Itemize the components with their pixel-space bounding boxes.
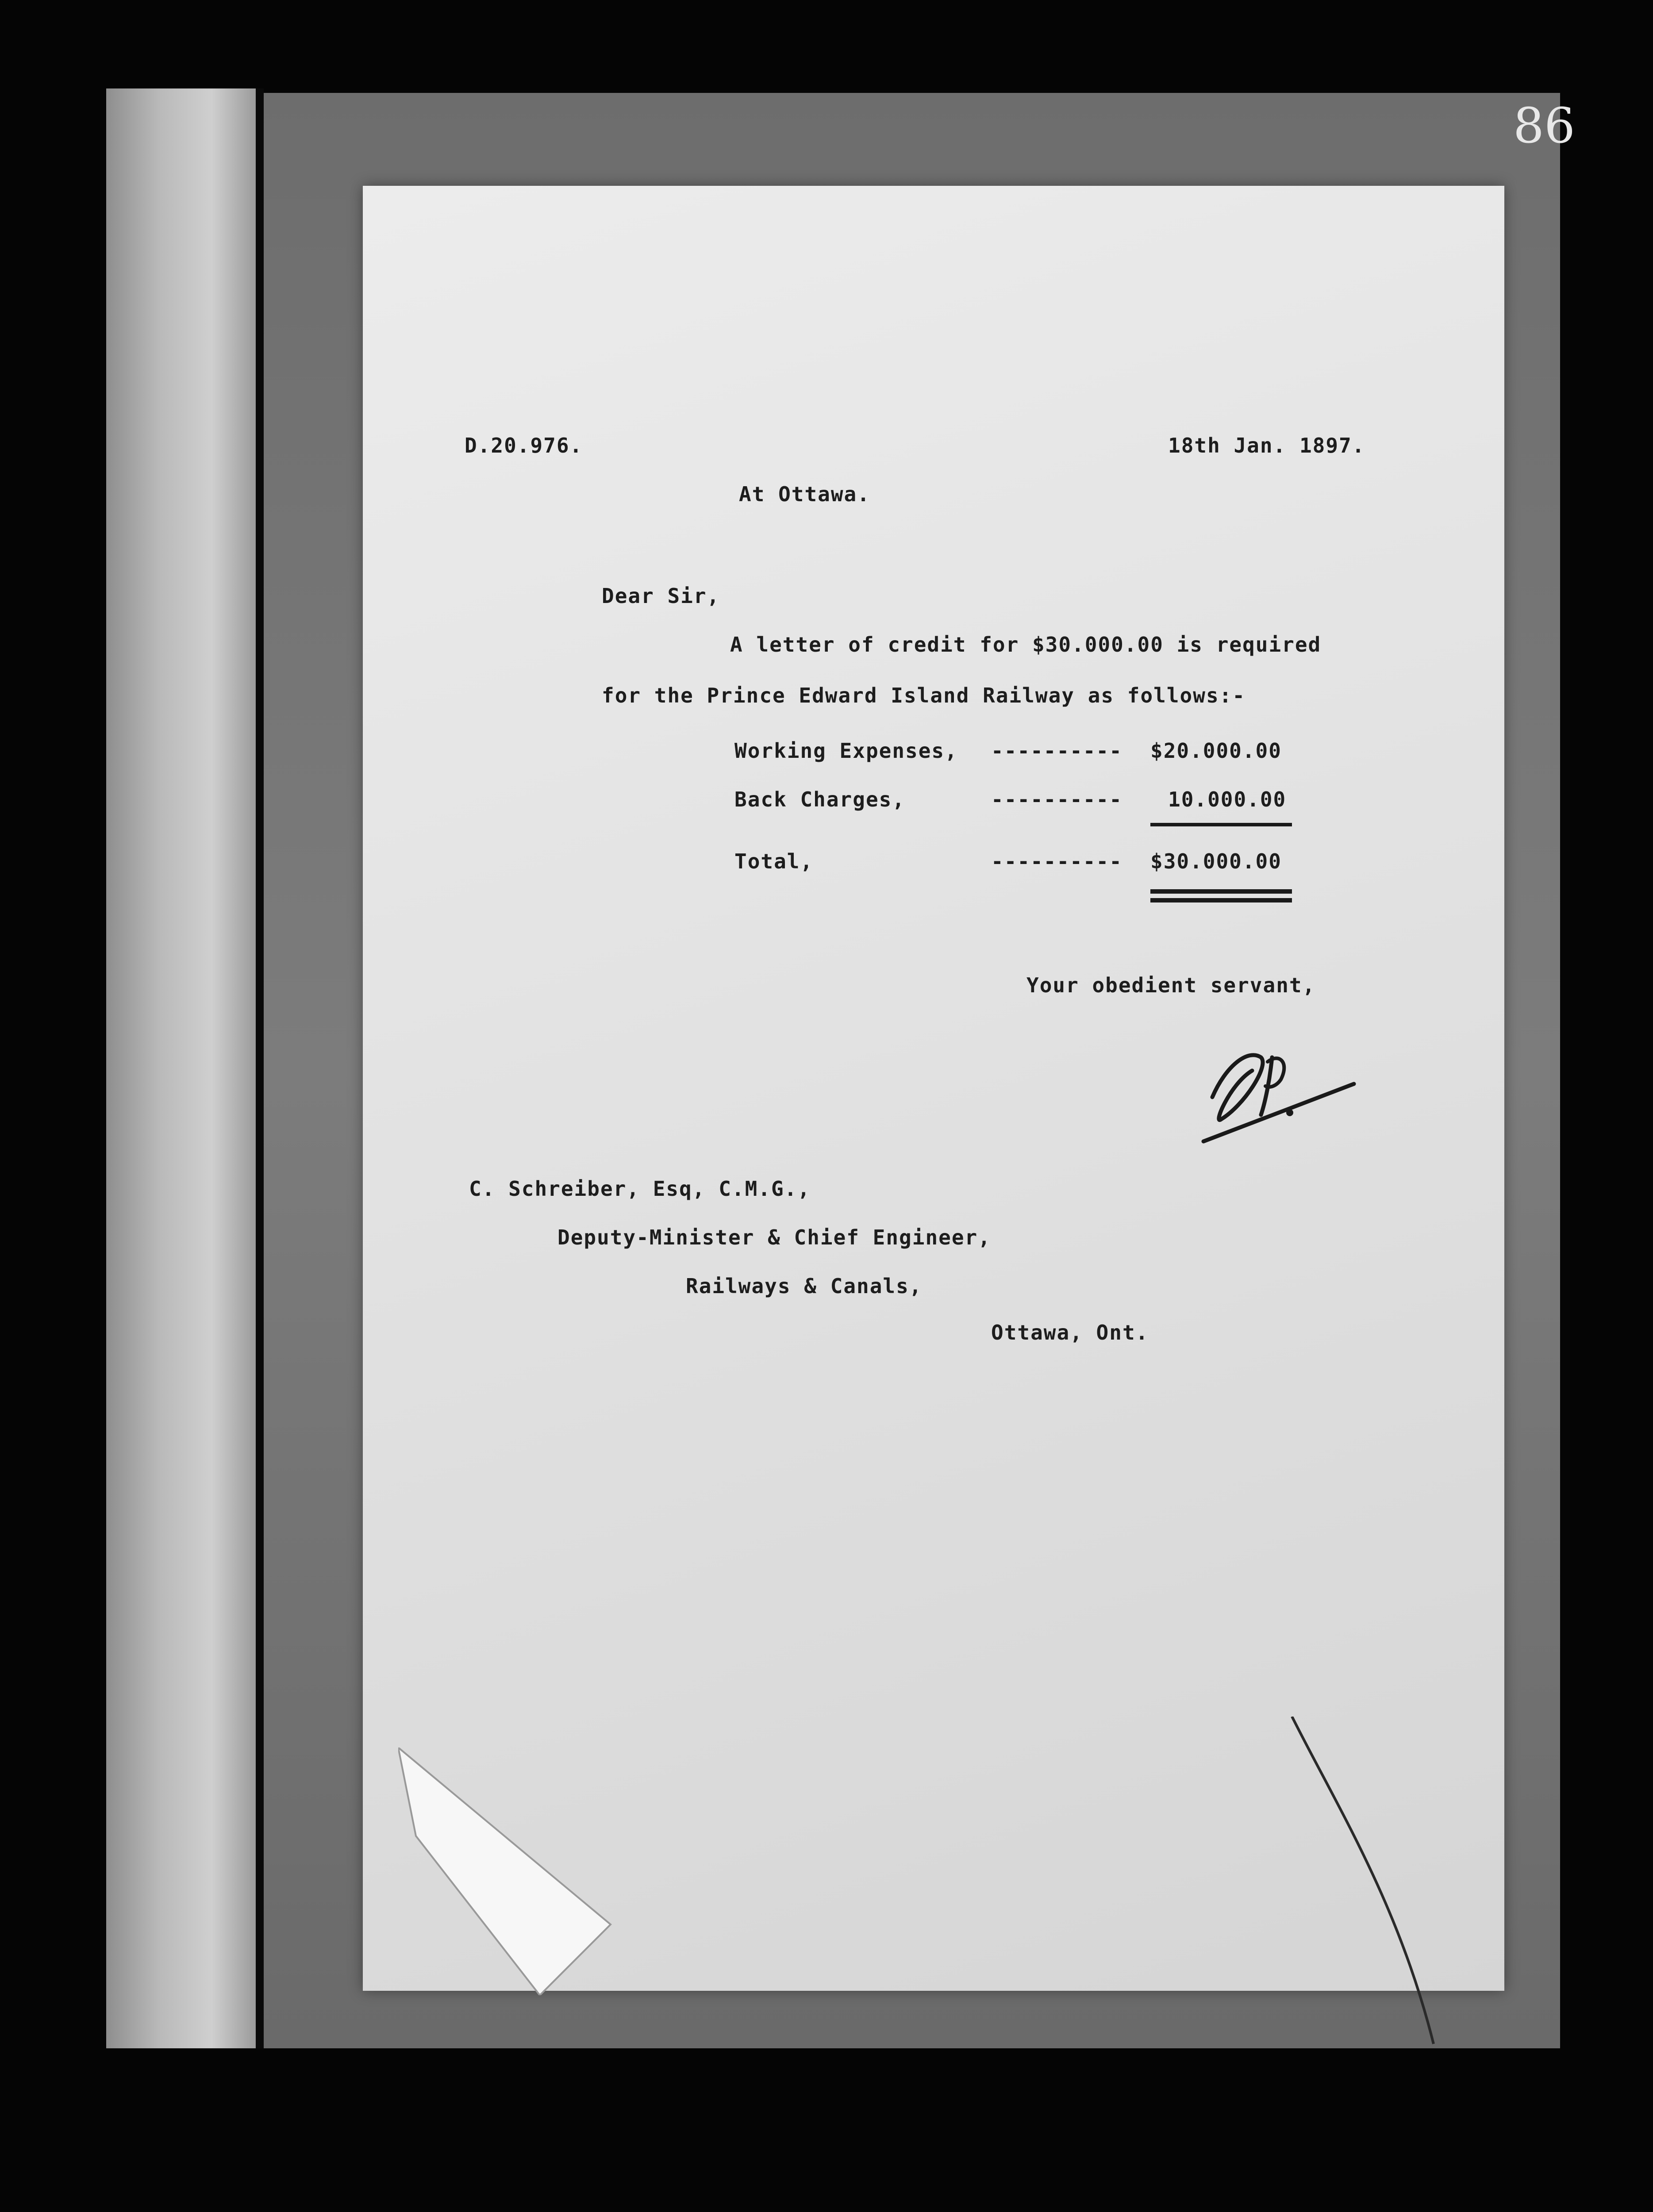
page-edge-crease [1283,1717,1460,2048]
addressee-city: Ottawa, Ont. [991,1321,1149,1344]
binder-left-edge [106,88,257,2048]
body-line-2: for the Prince Edward Island Railway as follows:- [602,684,1246,707]
addressee-name: C. Schreiber, Esq, C.M.G., [469,1177,811,1201]
letter-date: 18th Jan. 1897. [1168,434,1365,457]
item-dashes: ---------- [991,787,1123,811]
total-double-rule-bottom [1150,898,1292,902]
letter-place: At Ottawa. [739,482,870,506]
item-amount: $20.000.00 [1150,739,1282,763]
signature [1195,1031,1363,1146]
binder-spine [256,88,264,2048]
letter-reference: D.20.976. [465,434,583,457]
item-label: Back Charges, [734,787,906,811]
item-amount: 10.000.00 [1168,787,1287,811]
closing: Your obedient servant, [1026,973,1316,997]
subtotal-rule [1150,823,1292,826]
total-dashes: ---------- [991,849,1123,873]
folded-page-corner [398,1747,628,1995]
salutation: Dear Sir, [602,584,720,608]
total-label: Total, [734,849,814,873]
item-dashes: ---------- [991,739,1123,763]
item-label: Working Expenses, [734,739,958,763]
folio-number: 86 [1513,97,1575,154]
addressee-title: Deputy-Minister & Chief Engineer, [557,1225,991,1249]
total-double-rule-top [1150,889,1292,894]
total-amount: $30.000.00 [1150,849,1282,873]
body-line-1: A letter of credit for $30.000.00 is required [730,633,1322,657]
addressee-department: Railways & Canals, [686,1274,923,1298]
